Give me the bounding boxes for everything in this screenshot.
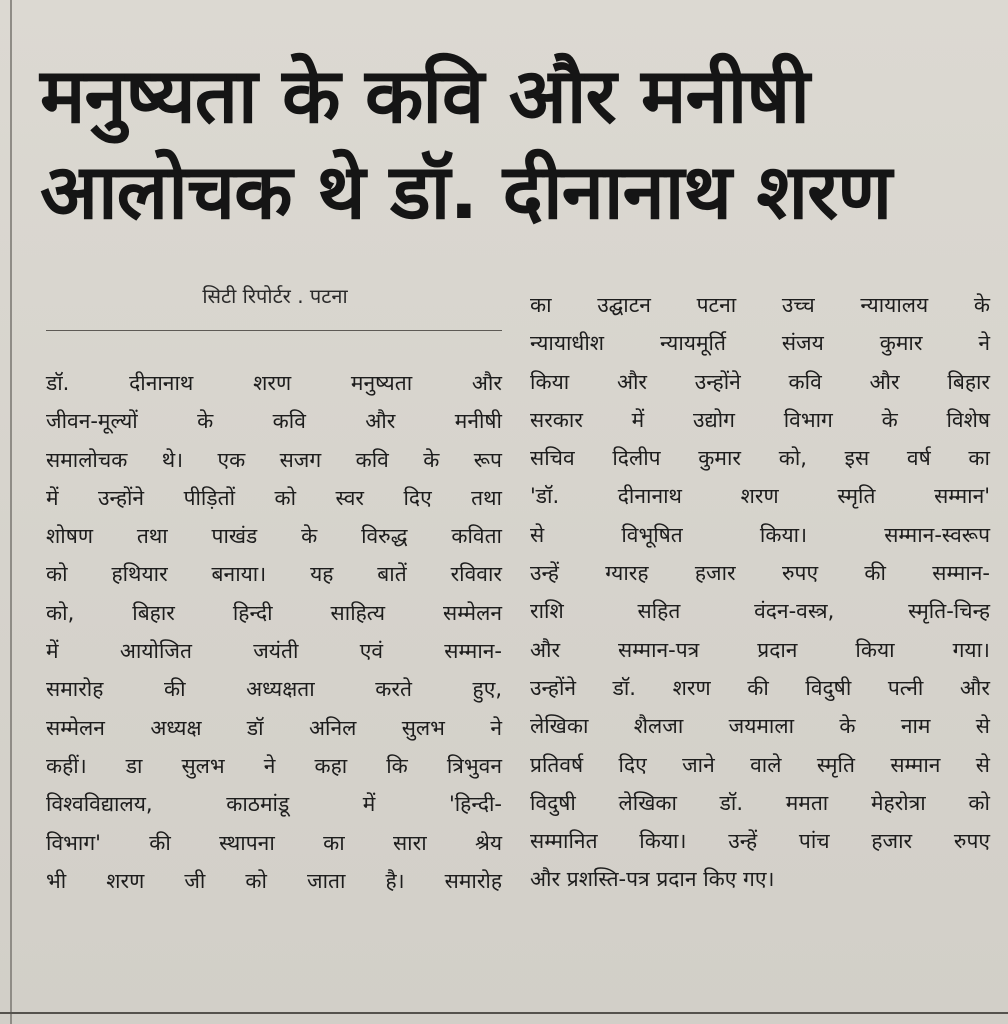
text-line: को, बिहार हिन्दी साहित्य सम्मेलन xyxy=(46,600,502,625)
text-line: विश्वविद्यालय, काठमांडू में 'हिन्दी- xyxy=(46,792,502,817)
page-bottom-line xyxy=(0,1012,1008,1014)
text-line: जीवन-मूल्यों के कवि और मनीषी xyxy=(46,409,502,434)
text-line: सम्मानित किया। उन्हें पांच हजार रुपए xyxy=(530,829,990,854)
article-column-right xyxy=(530,286,990,899)
text-line: शोषण तथा पाखंड के विरुद्ध कविता xyxy=(46,524,502,549)
text-line: भी शरण जी को जाता है। समारोह xyxy=(46,868,502,893)
text-line: को हथियार बनाया। यह बातें रविवार xyxy=(46,562,502,587)
byline: सिटी रिपोर्टर . पटना xyxy=(202,284,348,308)
text-line: सम्मेलन अध्यक्ष डॉ अनिल सुलभ ने xyxy=(46,715,502,740)
text-line: लेखिका शैलजा जयमाला के नाम से xyxy=(530,714,990,739)
text-line: में उन्होंने पीड़ितों को स्वर दिए तथा xyxy=(46,485,502,510)
text-line: का उद्घाटन पटना उच्च न्यायालय के xyxy=(530,293,990,317)
byline-divider xyxy=(46,330,502,331)
text-line: 'डॉ. दीनानाथ शरण स्मृति सम्मान' xyxy=(530,484,990,509)
text-line: सचिव दिलीप कुमार को, इस वर्ष का xyxy=(530,446,990,471)
text-line: और सम्मान-पत्र प्रदान किया गया। xyxy=(530,637,990,662)
headline-line: मनुष्यता के कवि और मनीषी xyxy=(40,51,809,140)
headline xyxy=(40,48,990,240)
text-line: से विभूषित किया। सम्मान-स्वरूप xyxy=(530,522,990,547)
text-line: डॉ. दीनानाथ शरण मनुष्यता और xyxy=(46,371,502,395)
text-line: विदुषी लेखिका डॉ. ममता मेहरोत्रा को xyxy=(530,790,990,815)
text-line: किया और उन्होंने कवि और बिहार xyxy=(530,369,990,394)
text-line: सरकार में उद्योग विभाग के विशेष xyxy=(530,407,990,432)
text-line: समालोचक थे। एक सजग कवि के रूप xyxy=(46,447,502,472)
text-line: समारोह की अध्यक्षता करते हुए, xyxy=(46,677,502,702)
text-line: न्यायाधीश न्यायमूर्ति संजय कुमार ने xyxy=(530,331,990,356)
text-line: उन्होंने डॉ. शरण की विदुषी पत्नी और xyxy=(530,675,990,700)
text-line: उन्हें ग्यारह हजार रुपए की सम्मान- xyxy=(530,561,990,586)
text-line: कहीं। डा सुलभ ने कहा कि त्रिभुवन xyxy=(46,753,502,778)
article-column-left xyxy=(46,364,502,900)
text-line: विभाग' की स्थापना का सारा श्रेय xyxy=(46,830,502,855)
text-line: और प्रशस्ति-पत्र प्रदान किए गए। xyxy=(530,867,775,892)
headline-line: आलोचक थे डॉ. दीनानाथ शरण xyxy=(40,147,892,236)
page-fold-line xyxy=(10,0,12,1024)
text-line: प्रतिवर्ष दिए जाने वाले स्मृति सम्मान से xyxy=(530,752,990,777)
text-line: में आयोजित जयंती एवं सम्मान- xyxy=(46,639,502,664)
text-line: राशि सहित वंदन-वस्त्र, स्मृति-चिन्ह xyxy=(530,599,990,624)
